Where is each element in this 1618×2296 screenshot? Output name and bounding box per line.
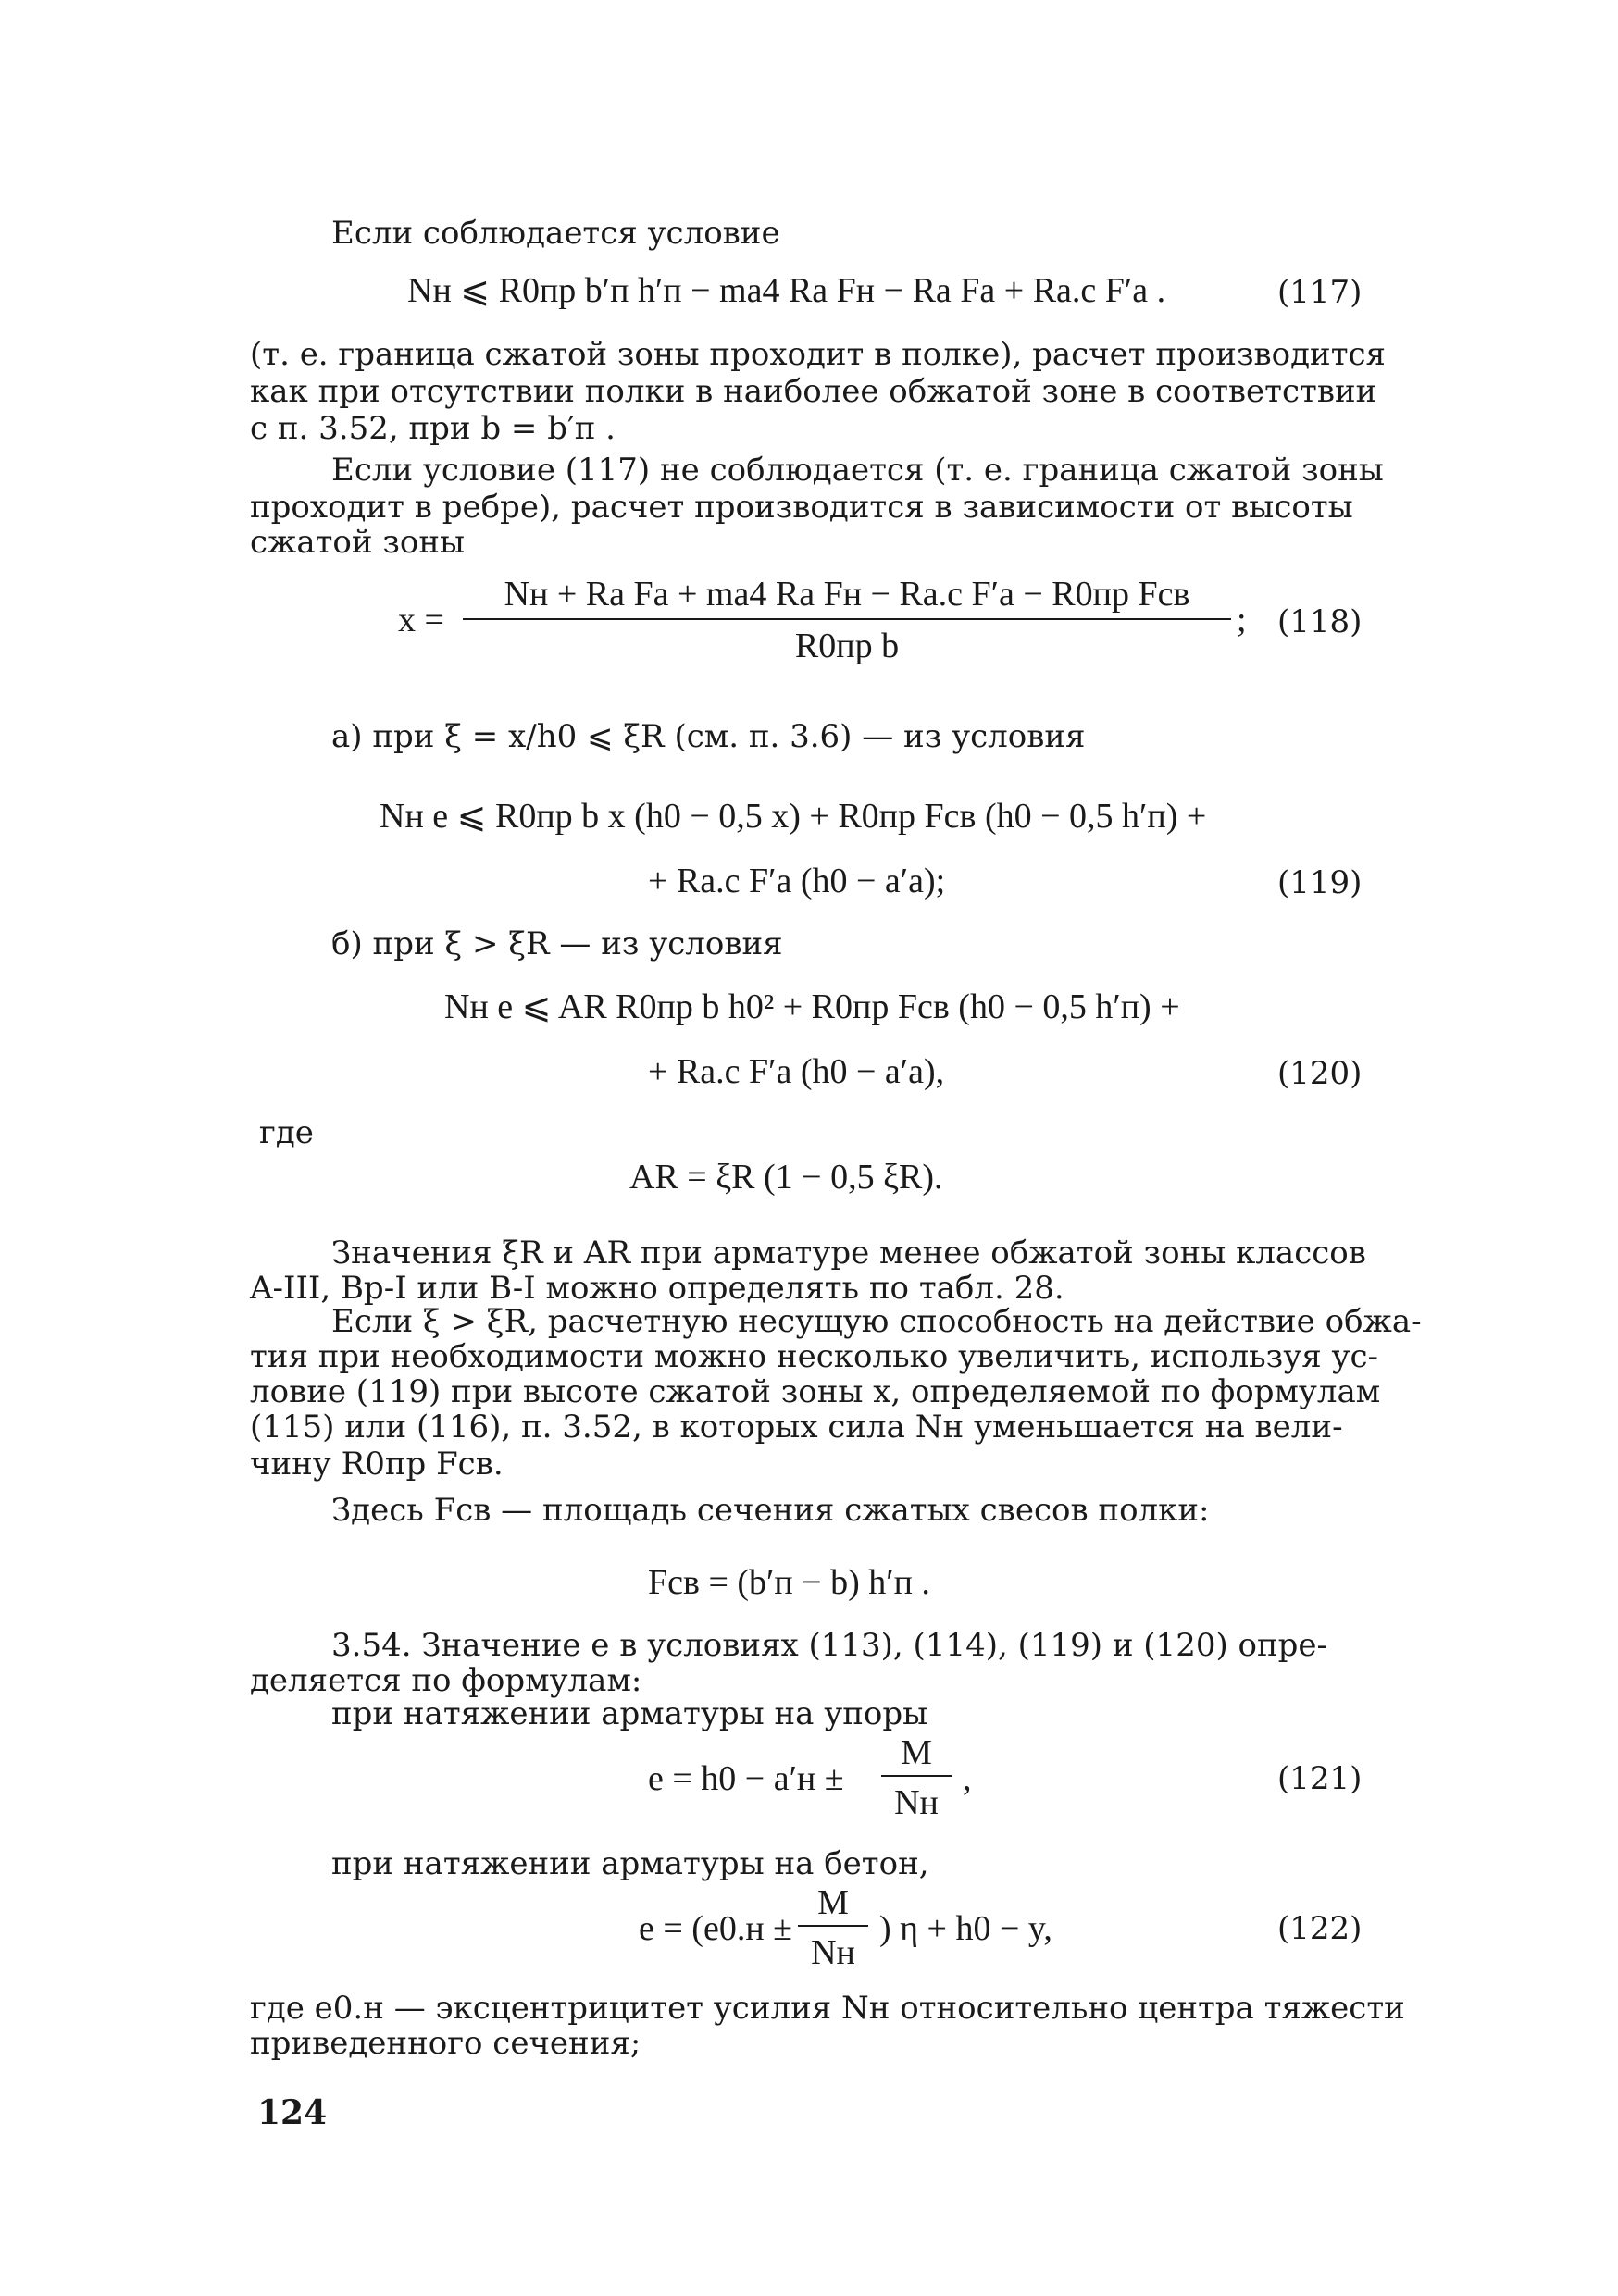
equation-Fsv: Fсв = (b′п − b) h′п . <box>648 1563 930 1602</box>
paragraph-line: при натяжении арматуры на упоры <box>331 1695 928 1732</box>
paragraph-line: A-III, Bp-I или B-I можно определять по табл. 28. <box>250 1270 1064 1307</box>
where-label: где <box>259 1114 314 1151</box>
equation-120-line1: Nн e ⩽ AR R0пр b h0² + R0пр Fсв (h0 − 0,5 h′п) + <box>444 987 1180 1026</box>
equation-number-118: (118) <box>1277 603 1363 640</box>
equation-122-tail: ) η + h0 − y, <box>879 1909 1052 1948</box>
paragraph-line: (115) или (116), п. 3.52, в которых сила Nн уменьшается на вели- <box>250 1409 1343 1446</box>
equation-118-tail: ; <box>1237 601 1247 639</box>
equation-number-121: (121) <box>1277 1760 1363 1797</box>
equation-117: Nн ⩽ R0пр b′п h′п − ma4 Ra Fн − Ra Fa + Ra.c F′a . <box>407 271 1166 310</box>
paragraph-line: как при отсутствии полки в наиболее обжатой зоне в соответствии <box>250 373 1377 410</box>
fraction-bar <box>463 618 1231 620</box>
paragraph-case-a: а) при ξ = x/h0 ⩽ ξR (см. п. 3.6) — из условия <box>331 718 1086 755</box>
equation-119-line2: + Ra.c F′a (h0 − a′a); <box>648 862 946 900</box>
paragraph-line: (т. е. граница сжатой зоны проходит в полке), расчет производится <box>250 336 1387 373</box>
paragraph-line: тия при необходимости можно несколько увеличить, используя ус- <box>250 1338 1379 1375</box>
paragraph-line: чину R0пр Fсв. <box>250 1446 504 1483</box>
page-number: 124 <box>257 2093 328 2132</box>
equation-number-117: (117) <box>1277 274 1363 311</box>
paragraph-section-3-54: 3.54. Значение e в условиях (113), (114), (119) и (120) опре- <box>331 1627 1328 1664</box>
equation-118-lhs: x = <box>398 601 444 639</box>
fraction-bar <box>798 1925 868 1927</box>
paragraph-line: с п. 3.52, при b = b′п . <box>250 410 616 447</box>
paragraph-condition-intro: Если соблюдается условие <box>331 215 780 252</box>
equation-121-lhs: e = h0 − a′н ± <box>648 1759 844 1798</box>
equation-118-numerator: Nн + Ra Fa + ma4 Ra Fн − Ra.c F′a − R0пр Fсв <box>504 575 1190 614</box>
equation-121-tail: , <box>963 1759 972 1798</box>
equation-121-denominator: Nн <box>894 1783 939 1822</box>
paragraph-line: сжатой зоны <box>250 524 466 561</box>
paragraph-line: Здесь Fсв — площадь сечения сжатых свесов полки: <box>331 1492 1210 1529</box>
paragraph-line: приведенного сечения; <box>250 2025 641 2062</box>
paragraph-line: Если ξ > ξR, расчетную несущую способность на действие обжа- <box>331 1303 1422 1340</box>
paragraph-case-b: б) при ξ > ξR — из условия <box>331 925 783 962</box>
paragraph-line: деляется по формулам: <box>250 1662 642 1699</box>
equation-AR: AR = ξR (1 − 0,5 ξR). <box>629 1158 943 1197</box>
fraction-bar <box>881 1775 952 1777</box>
paragraph-line: при натяжении арматуры на бетон, <box>331 1845 929 1882</box>
equation-number-120: (120) <box>1277 1055 1363 1092</box>
paragraph-line: где e0.н — эксцентрицитет усилия Nн относительно центра тяжести <box>250 1990 1405 2027</box>
equation-119-line1: Nн e ⩽ R0пр b x (h0 − 0,5 x) + R0пр Fсв (h0 − 0,5 h′п) + <box>380 797 1207 836</box>
equation-120-line2: + Ra.c F′a (h0 − a′a), <box>648 1052 945 1091</box>
equation-118-denominator: R0пр b <box>794 627 900 665</box>
equation-122-numerator: M <box>817 1883 849 1922</box>
equation-122-lhs: e = (e0.н ± <box>639 1909 793 1948</box>
equation-121-numerator: M <box>901 1733 932 1772</box>
equation-number-122: (122) <box>1277 1910 1363 1947</box>
equation-122-denominator: Nн <box>811 1933 855 1972</box>
paragraph-line: ловие (119) при высоте сжатой зоны x, определяемой по формулам <box>250 1373 1381 1410</box>
equation-number-119: (119) <box>1277 864 1363 901</box>
paragraph-line: Значения ξR и AR при арматуре менее обжатой зоны классов <box>331 1235 1366 1272</box>
paragraph-line: проходит в ребре), расчет производится в зависимости от высоты <box>250 489 1353 526</box>
paragraph-line: Если условие (117) не соблюдается (т. е. граница сжатой зоны <box>331 452 1384 489</box>
